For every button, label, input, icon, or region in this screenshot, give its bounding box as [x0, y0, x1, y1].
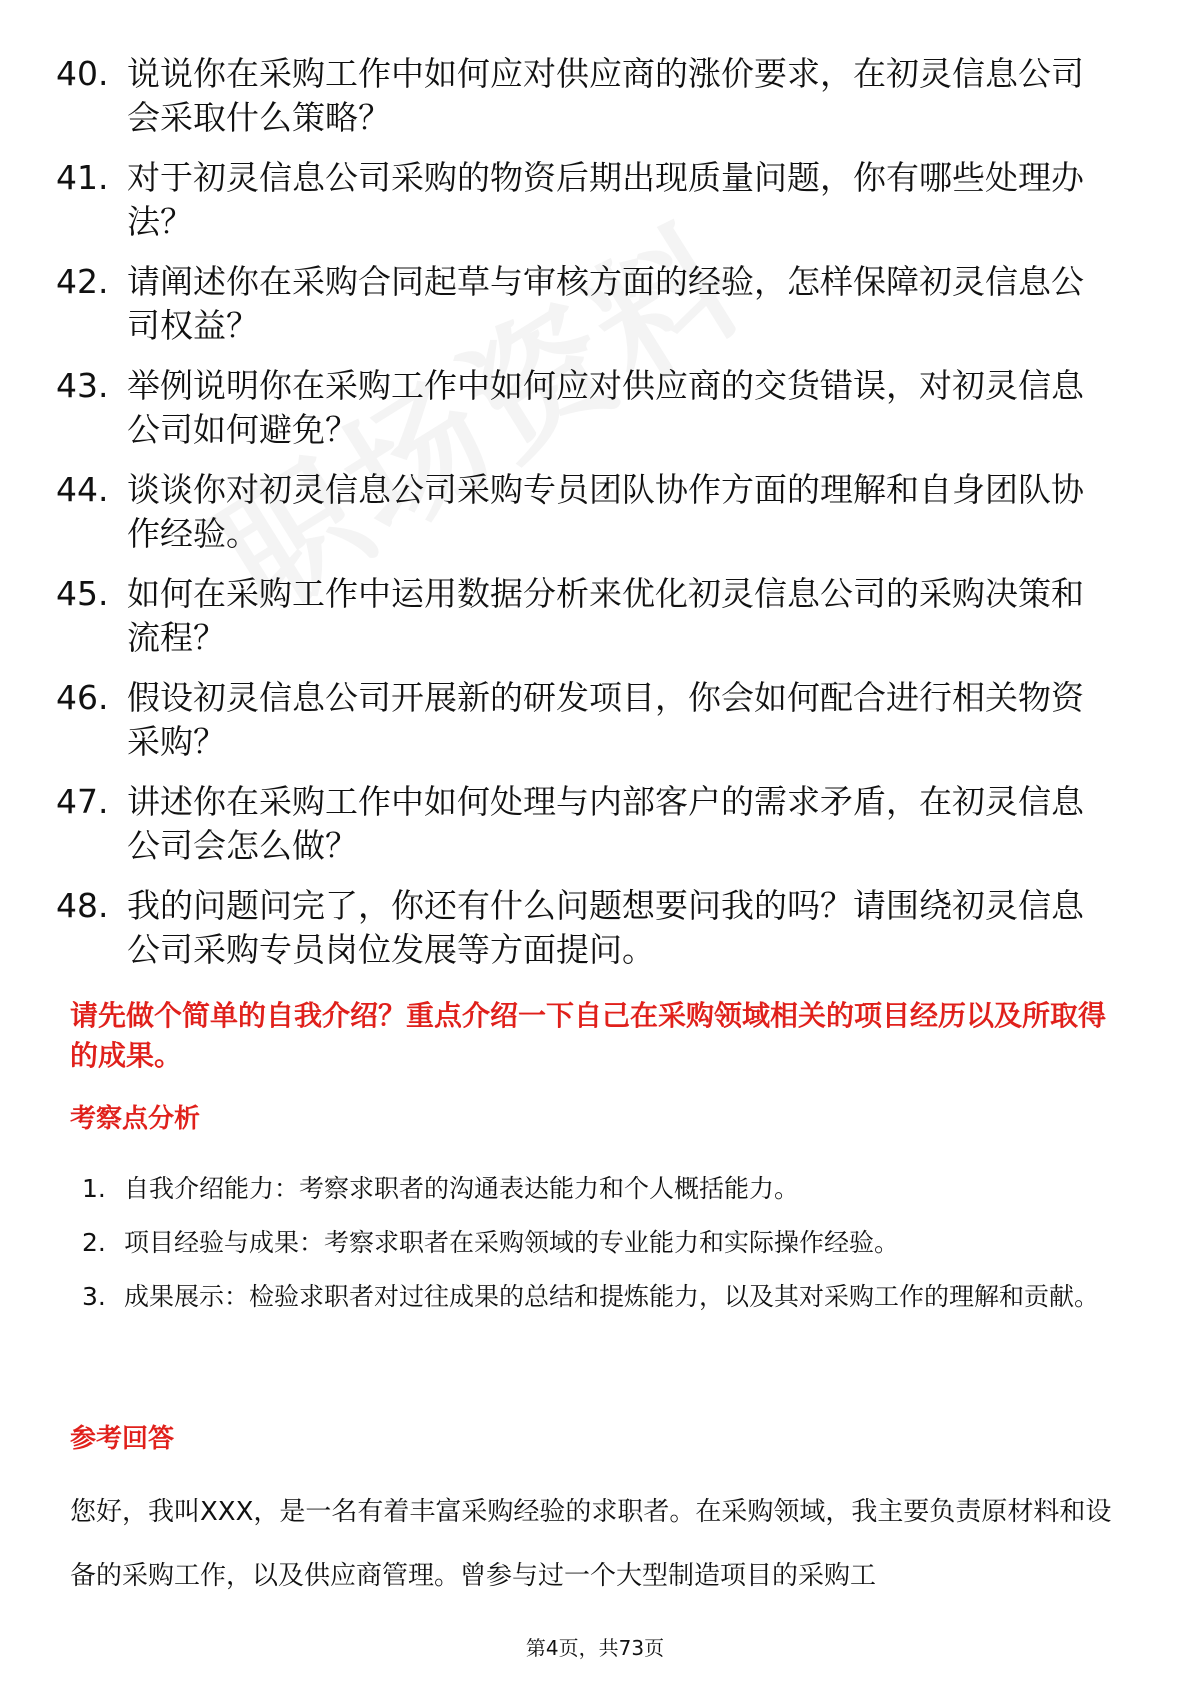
reference-answer: 您好，我叫XXX，是一名有着丰富采购经验的求职者。在采购领域，我主要负责原材料和设备的采购工作，以及供应商管理。曾参与过一个大型制造项目的采购工: [70, 1497, 1112, 1591]
item-number: 40.: [56, 54, 109, 93]
item-number: 45.: [56, 574, 109, 613]
item-text: 自我介绍能力：考察求职者的沟通表达能力和个人概括能力。: [124, 1174, 800, 1203]
analysis-heading: 考察点分析: [70, 1104, 201, 1134]
list-item: [56, 572, 1116, 660]
item-text: 对于初灵信息公司采购的物资后期出现质量问题，你有哪些处理办法？: [127, 158, 1084, 241]
item-text: 谈谈你对初灵信息公司采购专员团队协作方面的理解和自身团队协作经验。: [127, 470, 1084, 553]
reference-heading: 参考回答: [70, 1424, 175, 1454]
item-number: 48.: [56, 886, 109, 925]
item-number: 42.: [56, 262, 109, 301]
item-number: 47.: [56, 782, 109, 821]
question-list: [56, 52, 1116, 988]
item-number: 2.: [82, 1228, 106, 1257]
page-number: 第4页，共73页: [525, 1636, 665, 1660]
list-item: [56, 468, 1116, 556]
item-number: 46.: [56, 678, 109, 717]
item-number: 3.: [82, 1282, 106, 1311]
item-number: 41.: [56, 158, 109, 197]
list-item: [56, 780, 1116, 868]
list-item: [82, 1270, 1112, 1324]
lead-question: 请先做个简单的自我介绍？重点介绍一下自己在采购领域相关的项目经历以及所取得的成果。: [70, 999, 1107, 1072]
list-item: [56, 52, 1116, 140]
item-text: 我的问题问完了，你还有什么问题想要问我的吗？请围绕初灵信息公司采购专员岗位发展等方面提问。: [127, 886, 1084, 969]
item-number: 44.: [56, 470, 109, 509]
list-item: [82, 1216, 1112, 1270]
item-number: 1.: [82, 1174, 106, 1203]
item-text: 假设初灵信息公司开展新的研发项目，你会如何配合进行相关物资采购？: [127, 678, 1084, 761]
item-text: 说说你在采购工作中如何应对供应商的涨价要求，在初灵信息公司会采取什么策略？: [127, 54, 1084, 137]
list-item: [56, 884, 1116, 972]
item-text: 成果展示：检验求职者对过往成果的总结和提炼能力，以及其对采购工作的理解和贡献。: [124, 1282, 1100, 1311]
item-text: 请阐述你在采购合同起草与审核方面的经验，怎样保障初灵信息公司权益？: [127, 262, 1084, 345]
list-item: [56, 260, 1116, 348]
list-item: [56, 364, 1116, 452]
item-text: 项目经验与成果：考察求职者在采购领域的专业能力和实际操作经验。: [124, 1228, 900, 1257]
list-item: [56, 676, 1116, 764]
item-text: 如何在采购工作中运用数据分析来优化初灵信息公司的采购决策和流程？: [127, 574, 1084, 657]
item-number: 43.: [56, 366, 109, 405]
list-item: [56, 156, 1116, 244]
analysis-list: [82, 1162, 1112, 1324]
item-text: 讲述你在采购工作中如何处理与内部客户的需求矛盾，在初灵信息公司会怎么做？: [127, 782, 1084, 865]
list-item: [82, 1162, 1112, 1216]
item-text: 举例说明你在采购工作中如何应对供应商的交货错误，对初灵信息公司如何避免？: [127, 366, 1084, 449]
